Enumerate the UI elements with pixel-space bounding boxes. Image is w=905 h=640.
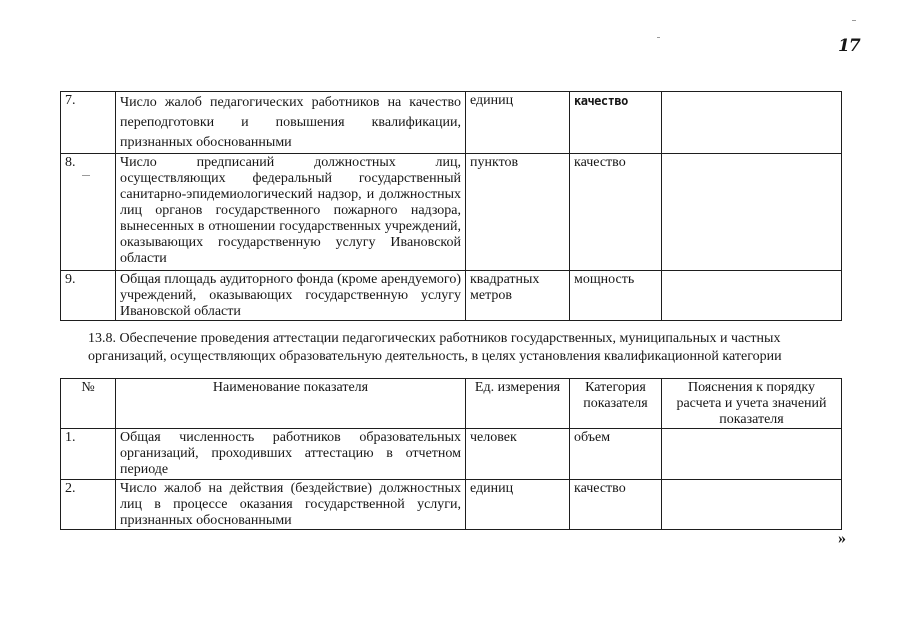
- scan-speck: [657, 37, 660, 38]
- category-cell: качество: [570, 92, 662, 154]
- header-name: Наименование показателя: [116, 379, 466, 429]
- header-note: Пояснения к порядку расчета и учета значений показателя: [662, 379, 842, 429]
- table-row: [61, 480, 842, 530]
- row-number: 2.: [61, 480, 116, 530]
- category-cell: объем: [570, 429, 662, 480]
- row-number: 8.: [61, 154, 116, 271]
- table-row: [61, 271, 842, 321]
- unit-cell: пунктов: [466, 154, 570, 271]
- unit-cell: единиц: [466, 92, 570, 154]
- note-cell: [662, 154, 842, 271]
- table-row: [61, 92, 842, 154]
- note-cell: [662, 271, 842, 321]
- category-cell: качество: [570, 154, 662, 271]
- indicators-table: [60, 378, 842, 530]
- section-text: 13.8. Обеспечение проведения аттестации педагогических работников государственных, муниципальных и частных организаций, осуществляющих образовательную деятельность, в целях установления квалификационной категории: [88, 331, 782, 364]
- row-number: 7.: [61, 92, 116, 154]
- table-row: [61, 429, 842, 480]
- unit-cell: квадратных метров: [466, 271, 570, 321]
- indicator-name: Число предписаний должностных лиц, осуществляющих федеральный государственный санитарно-эпидемиологический надзор, и должностных лиц органов государственного пожарного надзора, вынесенных в отношении государственных учреждений, оказывающих государственную услугу Ивановской области: [116, 154, 466, 271]
- indicators-table-continued: [60, 91, 842, 321]
- page-number: 17: [838, 36, 860, 56]
- closing-quote: »: [838, 530, 846, 547]
- category-cell: мощность: [570, 271, 662, 321]
- table-row: [61, 154, 842, 271]
- note-cell: [662, 480, 842, 530]
- header-category: Категория показателя: [570, 379, 662, 429]
- indicator-name: Число жалоб на действия (бездействие) должностных лиц в процессе оказания государственной услуги, признанных обоснованными: [116, 480, 466, 530]
- header-number: №: [61, 379, 116, 429]
- unit-cell: единиц: [466, 480, 570, 530]
- row-number: 9.: [61, 271, 116, 321]
- table-header-row: [61, 379, 842, 429]
- category-cell: качество: [570, 480, 662, 530]
- section-heading: [60, 330, 842, 366]
- unit-cell: человек: [466, 429, 570, 480]
- scan-speck: [852, 20, 856, 21]
- indicator-name: Число жалоб педагогических работников на качество переподготовки и повышения квалификации, признанных обоснованными: [116, 92, 466, 154]
- indicator-name: Общая численность работников образовательных организаций, проходивших аттестацию в отчетном периоде: [116, 429, 466, 480]
- note-cell: [662, 92, 842, 154]
- indicator-name: Общая площадь аудиторного фонда (кроме арендуемого) учреждений, оказывающих государственную услугу Ивановской области: [116, 271, 466, 321]
- header-unit: Ед. измерения: [466, 379, 570, 429]
- row-number: 1.: [61, 429, 116, 480]
- note-cell: [662, 429, 842, 480]
